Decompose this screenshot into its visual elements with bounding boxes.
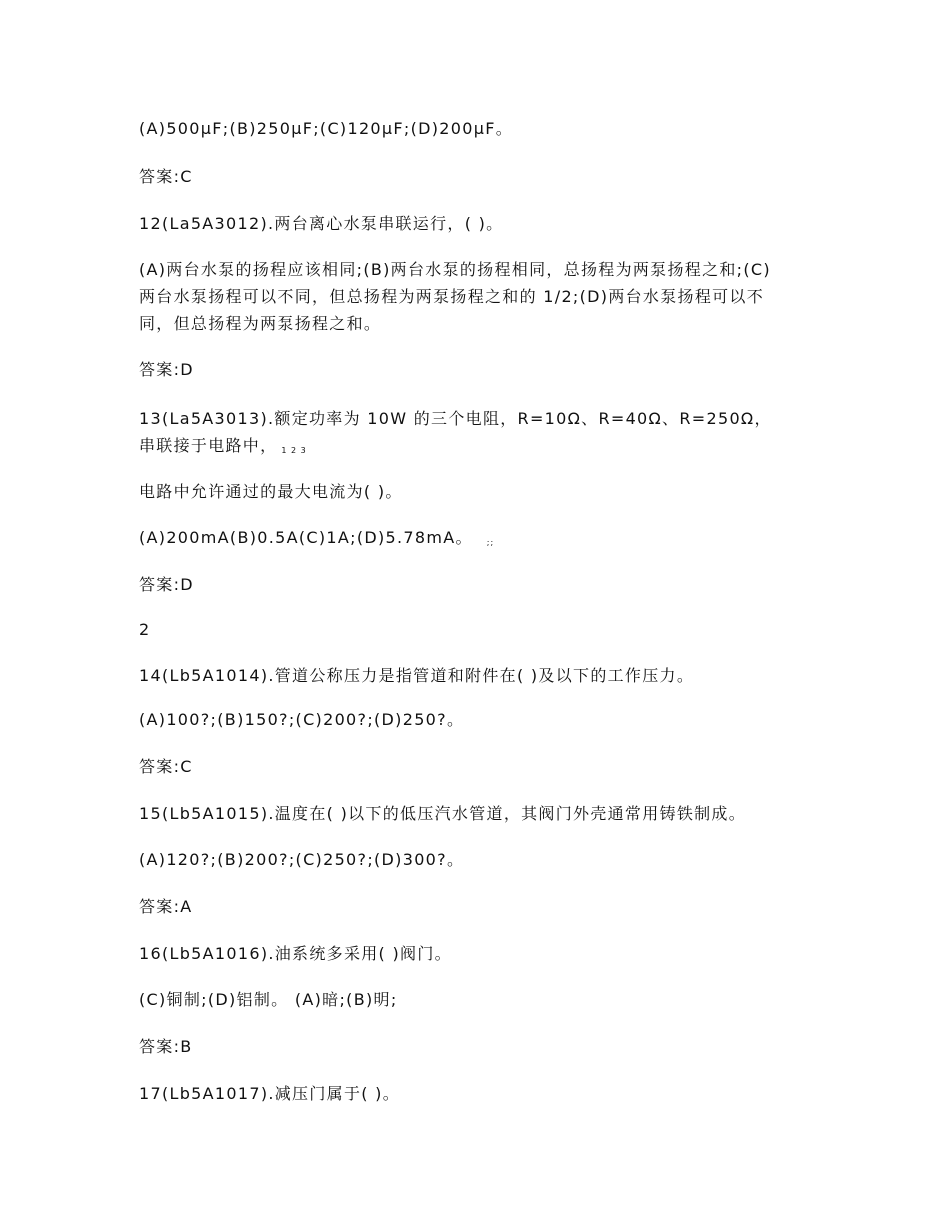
q16-answer: 答案:B	[139, 1037, 193, 1056]
q12-options	[139, 256, 819, 337]
resistor-subscripts: 1 2 3	[281, 446, 307, 455]
q13-question-cont: 电路中允许通过的最大电流为( )。	[139, 482, 403, 501]
q14-question: 14(Lb5A1014).管道公称压力是指管道和附件在( )及以下的工作压力。	[139, 666, 695, 685]
q15-question: 15(Lb5A1015).温度在( )以下的低压汽水管道，其阀门外壳通常用铸铁制成。	[139, 804, 747, 823]
q12-options-line3: 同，但总扬程为两泵扬程之和。	[139, 314, 382, 333]
q16-question: 16(Lb5A1016).油系统多采用( )阀门。	[139, 944, 452, 963]
q14-options: (A)100?;(B)150?;(C)200?;(D)250?。	[139, 710, 465, 729]
q13-question-line2	[139, 432, 819, 464]
q12-answer: 答案:D	[139, 360, 194, 379]
page-number: 2	[139, 620, 151, 639]
q12-options-line1: (A)两台水泵的扬程应该相同;(B)两台水泵的扬程相同，总扬程为两泵扬程之和;(C)	[139, 260, 771, 279]
q11-options: (A)500μF;(B)250μF;(C)120μF;(D)200μF。	[139, 119, 514, 138]
q15-answer: 答案:A	[139, 897, 193, 916]
q13-answer: 答案:D	[139, 575, 194, 594]
q16-options: (C)铜制;(D)铝制。 (A)暗;(B)明;	[139, 990, 398, 1009]
q14-answer: 答案:C	[139, 757, 193, 776]
q12-options-line2: 两台水泵扬程可以不同，但总扬程为两泵扬程之和的 1/2;(D)两台水泵扬程可以不	[139, 287, 765, 306]
q13-question-line2-text: 串联接于电路中，	[139, 436, 278, 455]
q11-answer: 答案:C	[139, 167, 193, 186]
q15-options: (A)120?;(B)200?;(C)250?;(D)300?。	[139, 850, 465, 869]
q13-question-line1: 13(La5A3013).额定功率为 10W 的三个电阻，R=10Ω、R=40Ω、R=250Ω，	[139, 409, 772, 428]
q13-question	[139, 405, 819, 464]
q13-options-text: (A)200mA(B)0.5A(C)1A;(D)5.78mA。	[139, 528, 473, 547]
q17-question: 17(Lb5A1017).减压门属于( )。	[139, 1084, 401, 1103]
q12-question: 12(La5A3012).两台离心水泵串联运行，( )。	[139, 214, 504, 233]
stray-mark: ;;	[486, 538, 495, 547]
q13-options	[139, 524, 819, 556]
